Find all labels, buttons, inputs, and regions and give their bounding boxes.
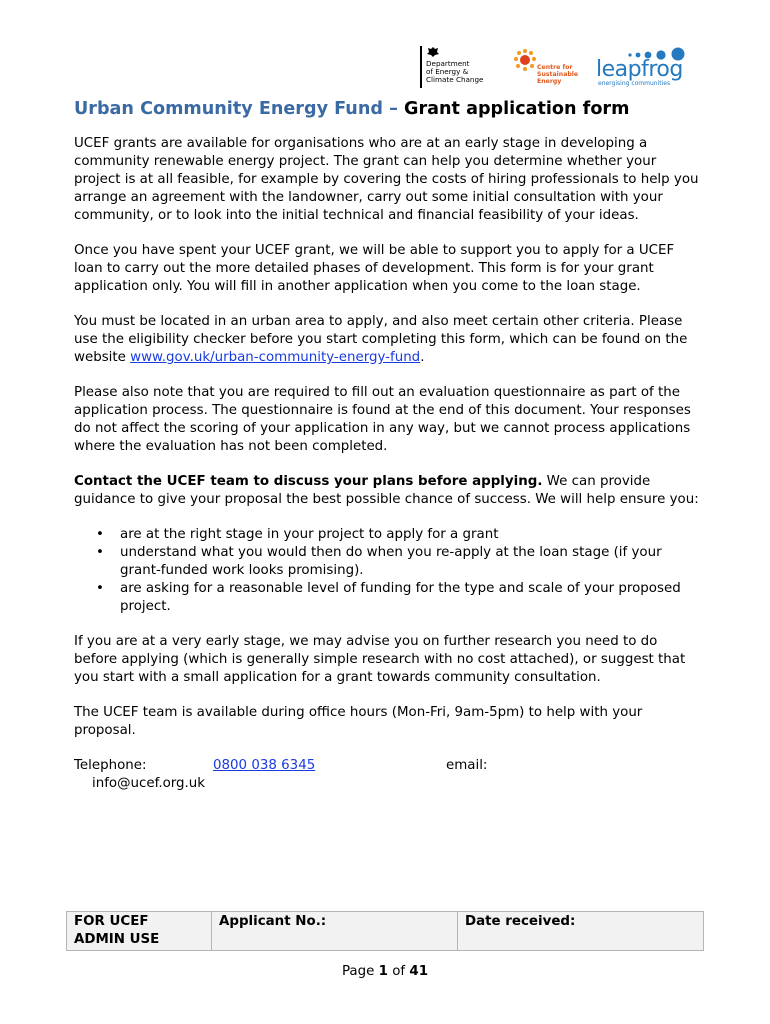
of-word: of — [387, 964, 410, 979]
telephone-label: Telephone: — [74, 758, 147, 773]
cse-logo — [514, 48, 584, 88]
list-item — [96, 526, 704, 544]
decc-logo — [420, 46, 492, 90]
ucef-website-link[interactable]: www.gov.uk/urban-community-energy-fund — [130, 350, 421, 365]
admin-use-table — [66, 911, 704, 951]
bullet-icon: • — [96, 581, 104, 596]
leapfrog-wordmark: leapfrog — [596, 57, 683, 82]
current-page-number: 1 — [378, 964, 388, 979]
email-label: email: — [446, 758, 488, 773]
bullet-icon: • — [96, 527, 104, 542]
eligibility-paragraph — [74, 313, 704, 367]
telephone-link[interactable]: 0800 038 6345 — [213, 758, 316, 773]
title-fund-name: Urban Community Energy Fund – — [74, 99, 405, 119]
sun-icon — [514, 48, 538, 78]
partner-logos — [420, 44, 700, 90]
intro-paragraph: UCEF grants are available for organisations who are at an early stage in developing a community renewable energy project. The grant can help you determine whether your project is at all feasible, for example by covering the costs of hiring professionals to help you arrange an agreement with the landowner, carry out some initial consultation with your community, or to look into the initial technical and financial feasibility of your ideas. — [74, 136, 699, 223]
list-item-text: are at the right stage in your project to apply for a grant — [120, 527, 499, 542]
total-pages-number: 41 — [409, 964, 429, 979]
email-address: info@ucef.org.uk — [92, 776, 206, 791]
loan-paragraph: Once you have spent your UCEF grant, we will be able to support you to apply for a UCEF loan to carry out the more detailed phases of development. This form is for your grant application only. You will fill in another application when you come to the loan stage. — [74, 243, 675, 294]
early-stage-paragraph: If you are at a very early stage, we may advise you on further research you need to do before applying (which is generally simple research with no cost attached), or suggest that you start with a small application for a grant towards community consultation. — [74, 634, 686, 685]
title-form-name: Grant application form — [404, 99, 630, 119]
contact-team-emphasis: Contact the UCEF team to discuss your plans before applying. — [74, 474, 543, 489]
list-item — [96, 580, 704, 616]
list-item-text: are asking for a reasonable level of funding for the type and scale of your proposed project. — [120, 581, 681, 614]
table-row — [67, 912, 704, 951]
contact-team-text: We can provide guidance to give your proposal the best possible chance of success. We will help ensure you: — [74, 474, 699, 507]
document-body — [74, 98, 704, 793]
office-hours-paragraph: The UCEF team is available during office hours (Mon-Fri, 9am-5pm) to help with your proposal. — [74, 705, 643, 738]
contact-team-paragraph — [74, 473, 704, 509]
leapfrog-logo — [596, 44, 690, 90]
contact-line — [74, 757, 704, 775]
list-item — [96, 544, 704, 580]
page-word: Page — [341, 964, 379, 979]
list-item-text: understand what you would then do when you re-apply at the loan stage (if your grant-funded work looks promising). — [120, 545, 662, 578]
eligibility-text: You must be located in an urban area to apply, and also meet certain other criteria. Please use the eligibility checker before you start completing this form, which can be found on the website — [74, 314, 688, 365]
royal-crest-icon — [426, 46, 440, 58]
date-received-cell: Date received: — [458, 912, 704, 951]
page-footer — [0, 963, 770, 981]
help-list — [74, 526, 704, 616]
bullet-icon: • — [96, 545, 104, 560]
eligibility-text-end: . — [420, 350, 425, 365]
cse-logo-text: Centre for Sustainable Energy — [537, 64, 579, 85]
leapfrog-tagline: energising communities — [598, 80, 671, 87]
admin-use-cell: FOR UCEF ADMIN USE — [67, 912, 212, 951]
evaluation-paragraph: Please also note that you are required to fill out an evaluation questionnaire as part of the application process. The questionnaire is found at the end of this document. Your responses do not affect the scoring of your application in any way, but we cannot process applications where the evaluation has not been completed. — [74, 385, 691, 454]
decc-logo-text: Department of Energy & Climate Change — [426, 59, 484, 84]
page-title — [74, 98, 704, 120]
applicant-number-cell: Applicant No.: — [212, 912, 458, 951]
